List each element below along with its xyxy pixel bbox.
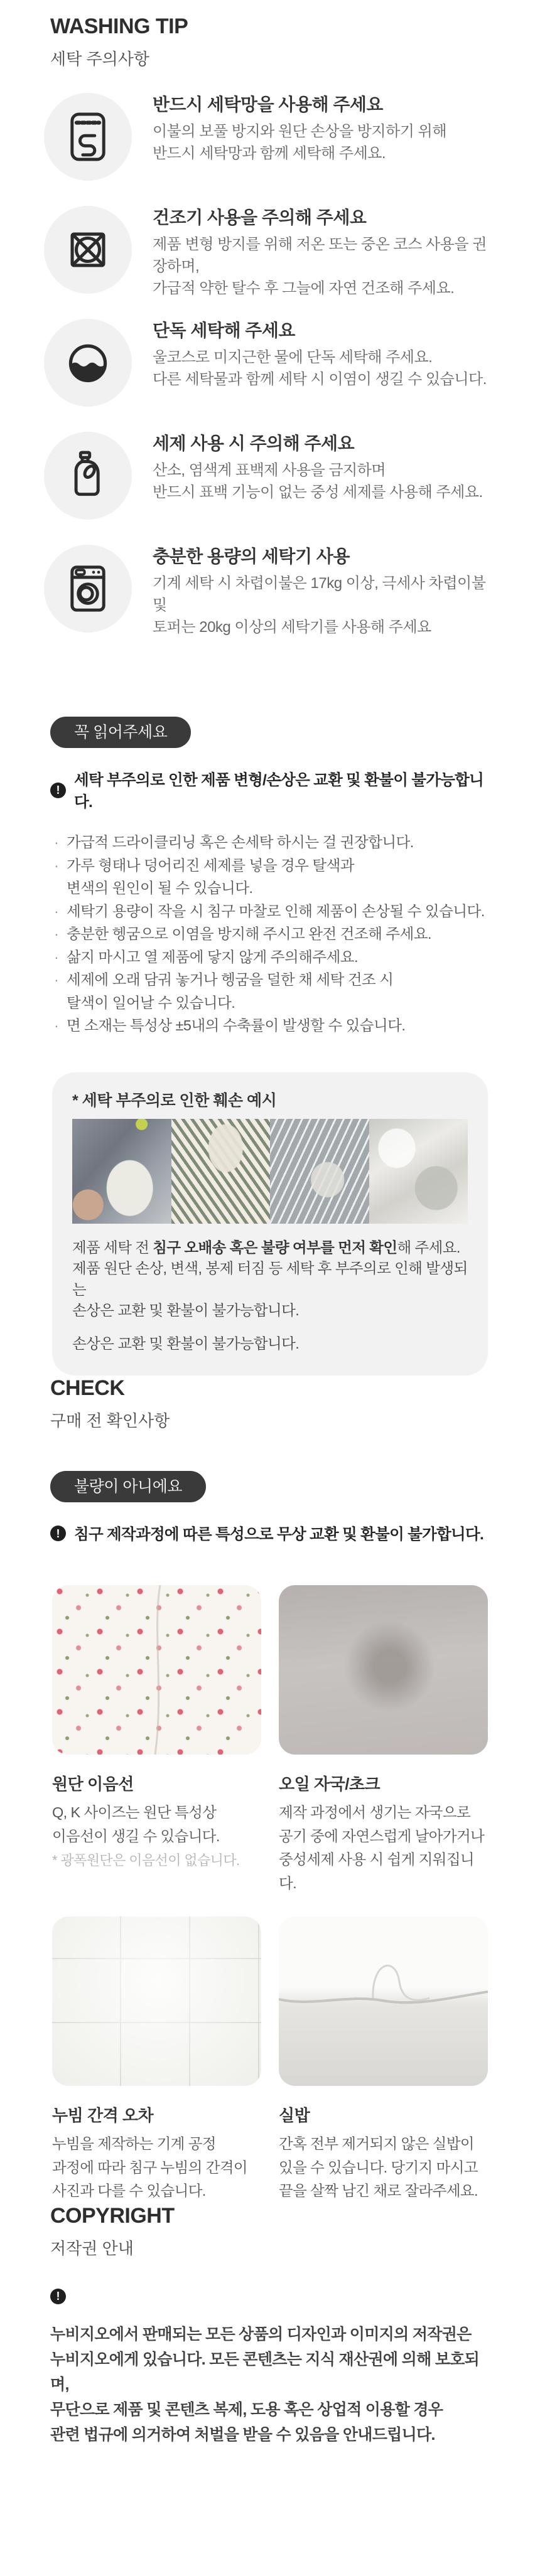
washing-caution-list (53, 831, 490, 1037)
copyright-line: 관련 법규에 의거하여 처벌을 받을 수 있음을 안내드립니다. (50, 2425, 435, 2444)
washing-warning (50, 768, 490, 812)
check-grid-row-1 (52, 1585, 490, 1895)
must-read-badge: 꼭 읽어주세요 (50, 717, 191, 748)
floral-fabric-photo (52, 1585, 261, 1755)
icon-circle (44, 206, 132, 294)
wash-basin-icon (64, 339, 112, 387)
card-line: 누빔을 제작하는 기계 공정 (52, 2135, 216, 2152)
card-line: Q, K 사이즈는 원단 특성상 (52, 1804, 217, 1820)
exclamation-icon (50, 2289, 66, 2304)
washing-tip-item-detergent (50, 432, 490, 520)
damage-example-caption: * 세탁 부주의로 인한 훼손 예시 (72, 1091, 277, 1109)
item-title: 단독 세탁해 주세요 (153, 321, 295, 340)
copyright-paragraph (50, 2322, 490, 2447)
check-subheading: 구매 전 확인사항 (50, 1411, 170, 1430)
card-line: 간혹 전부 제거되지 않은 실밥이 (279, 2135, 475, 2152)
damage-box-paragraph: 제품 세탁 전 침구 오배송 혹은 불량 여부를 먼저 확인해 주세요. 제품 원단 손상, 변색, 봉제 터짐 등 세탁 후 부주의로 인해 발생되는 손상은 교환 및 환불이 불가능합니다. (72, 1239, 468, 1318)
icon-circle (44, 93, 132, 181)
card-note: * 광폭원단은 이음선이 없습니다. (52, 1852, 240, 1868)
item-line: 반드시 세탁망과 함께 세탁해 주세요. (153, 145, 386, 162)
item-title: 건조기 사용을 주의해 주세요 (153, 208, 367, 227)
no-tumble-dry-icon (65, 227, 111, 273)
check-card-loose-thread (279, 1916, 488, 2203)
card-title: 누빔 간격 오차 (52, 2106, 154, 2125)
caution-item: · 세제에 오래 담궈 놓거나 헹굼을 덜한 채 세탁 건조 시 (53, 968, 490, 991)
icon-circle (44, 432, 132, 520)
washing-tip-heading: WASHING TIP (50, 14, 188, 38)
exclamation-icon (50, 1526, 66, 1541)
copyright-line: 누비지오에서 판매되는 모든 상품의 디자인과 이미지의 저작권은 (50, 2325, 472, 2343)
item-line: 이불의 보풀 방지와 원단 손상을 방지하기 위해 (153, 123, 447, 140)
check-card-seam (52, 1585, 261, 1895)
detergent-bottle-icon (65, 449, 111, 502)
item-title: 반드시 세탁망을 사용해 주세요 (153, 95, 383, 114)
damage-box-paragraph-2: 손상은 교환 및 환불이 불가능합니다. (72, 1335, 300, 1352)
card-line: 이음선이 생길 수 있습니다. (52, 1827, 220, 1844)
caution-item: · 가루 형태나 덩어리진 세제를 넣을 경우 탈색과 (53, 854, 490, 877)
item-line: 토퍼는 20kg 이상의 세탁기를 사용해 주세요 (153, 619, 431, 636)
damage-photo-strip (72, 1119, 468, 1224)
washing-tip-item-machine-capacity (50, 545, 490, 636)
item-line: 다른 세탁물과 함께 세탁 시 이염이 생길 수 있습니다. (153, 371, 487, 388)
item-line: 기계 세탁 시 차렵이불은 17kg 이상, 극세사 차렵이불 및 (153, 575, 486, 614)
card-line: 중성세제 사용 시 쉽게 지워집니다. (279, 1851, 475, 1891)
item-title: 충분한 용량의 세탁기 사용 (153, 547, 350, 566)
washing-machine-icon (65, 562, 111, 615)
caution-item: · 세탁기 용량이 작을 시 침구 마찰로 인해 제품이 손상될 수 있습니다. (53, 900, 490, 923)
check-card-quilting (52, 1916, 261, 2203)
card-line: 끝을 살짝 남긴 채로 잘라주세요. (279, 2183, 478, 2199)
seam-line-graphic (52, 1585, 261, 1755)
caution-item-cont: 탈색이 일어날 수 있습니다. (67, 994, 235, 1011)
card-line: 있을 수 있습니다. 당기지 마시고 (279, 2159, 478, 2176)
item-line: 반드시 표백 기능이 없는 중성 세제를 사용해 주세요. (153, 484, 483, 501)
item-line: 가급적 약한 탈수 후 그늘에 자연 건조해 주세요. (153, 280, 455, 297)
caution-item: · 삶지 마시고 열 제품에 닿지 않게 주의해주세요. (53, 946, 490, 969)
check-heading: CHECK (50, 1376, 125, 1400)
wrinkled-fabric-photo (369, 1119, 468, 1224)
card-line: 과정에 따라 침구 누빔의 간격이 (52, 2159, 248, 2176)
exclamation-icon (50, 783, 66, 798)
laundry-net-icon (65, 110, 111, 163)
item-line: 제품 변형 방지를 위해 저온 또는 중온 코스 사용을 권장하며, (153, 236, 487, 275)
item-line: 울코스로 미지근한 물에 단독 세탁해 주세요. (153, 349, 433, 366)
copyright-line: 무단으로 제품 및 콘텐츠 복제, 도용 혹은 상업적 이용할 경우 (50, 2400, 443, 2418)
damage-example-box (52, 1072, 488, 1376)
washing-tip-item-separate-wash (50, 319, 490, 407)
warning-text: 침구 제작과정에 따른 특성으로 무상 교환 및 환불이 불가합니다. (74, 1526, 484, 1543)
quilted-fabric-photo (52, 1916, 261, 2086)
washing-tip-subheading: 세탁 주의사항 (50, 50, 149, 68)
warning-text: 세탁 부주의로 인한 제품 변형/손상은 교환 및 환불이 불가능합니다. (74, 772, 484, 811)
card-line: 공기 중에 자연스럽게 날아가거나 (279, 1827, 485, 1844)
washing-tip-list (50, 93, 490, 636)
oil-stain-photo (279, 1585, 488, 1755)
check-warning (50, 1522, 490, 1544)
caution-item: · 면 소재는 특성상 ±5내의 수축률이 발생할 수 있습니다. (53, 1014, 490, 1037)
caution-item-cont: 변색의 원인이 될 수 있습니다. (67, 880, 253, 896)
card-title: 실밥 (279, 2106, 310, 2125)
not-defect-badge: 불량이 아니에요 (50, 1471, 206, 1502)
card-title: 오일 자국/초크 (279, 1775, 381, 1793)
copyright-line: 누비지오에게 있습니다. 모든 콘텐츠는 지식 재산권에 의해 보호되며, (50, 2350, 480, 2393)
caution-item: · 가급적 드라이클리닝 혹은 손세탁 하시는 걸 권장합니다. (53, 831, 490, 854)
item-line: 산소, 염색계 표백제 사용을 금지하며 (153, 462, 386, 479)
washing-tip-item-net (50, 93, 490, 181)
copyright-heading: COPYRIGHT (50, 2203, 175, 2228)
thread-graphic (279, 1916, 488, 2086)
damaged-duvet-photo (72, 1119, 171, 1224)
check-grid-row-2 (52, 1916, 490, 2203)
item-title: 세제 사용 시 주의해 주세요 (153, 434, 355, 453)
icon-circle (44, 319, 132, 407)
washing-tip-item-dryer (50, 206, 490, 297)
copyright-subheading: 저작권 안내 (50, 2238, 134, 2258)
striped-duvet-photo (270, 1119, 369, 1224)
loose-thread-photo (279, 1916, 488, 2086)
card-title: 원단 이음선 (52, 1775, 134, 1793)
caution-item: · 충분한 헹굼으로 이염을 방지해 주시고 완전 건조해 주세요. (53, 922, 490, 946)
check-card-oil (279, 1585, 488, 1895)
card-line: 제작 과정에서 생기는 자국으로 (279, 1804, 471, 1820)
icon-circle (44, 545, 132, 633)
torn-striped-fabric-photo (171, 1119, 271, 1224)
card-line: 사진과 다를 수 있습니다. (52, 2183, 206, 2199)
